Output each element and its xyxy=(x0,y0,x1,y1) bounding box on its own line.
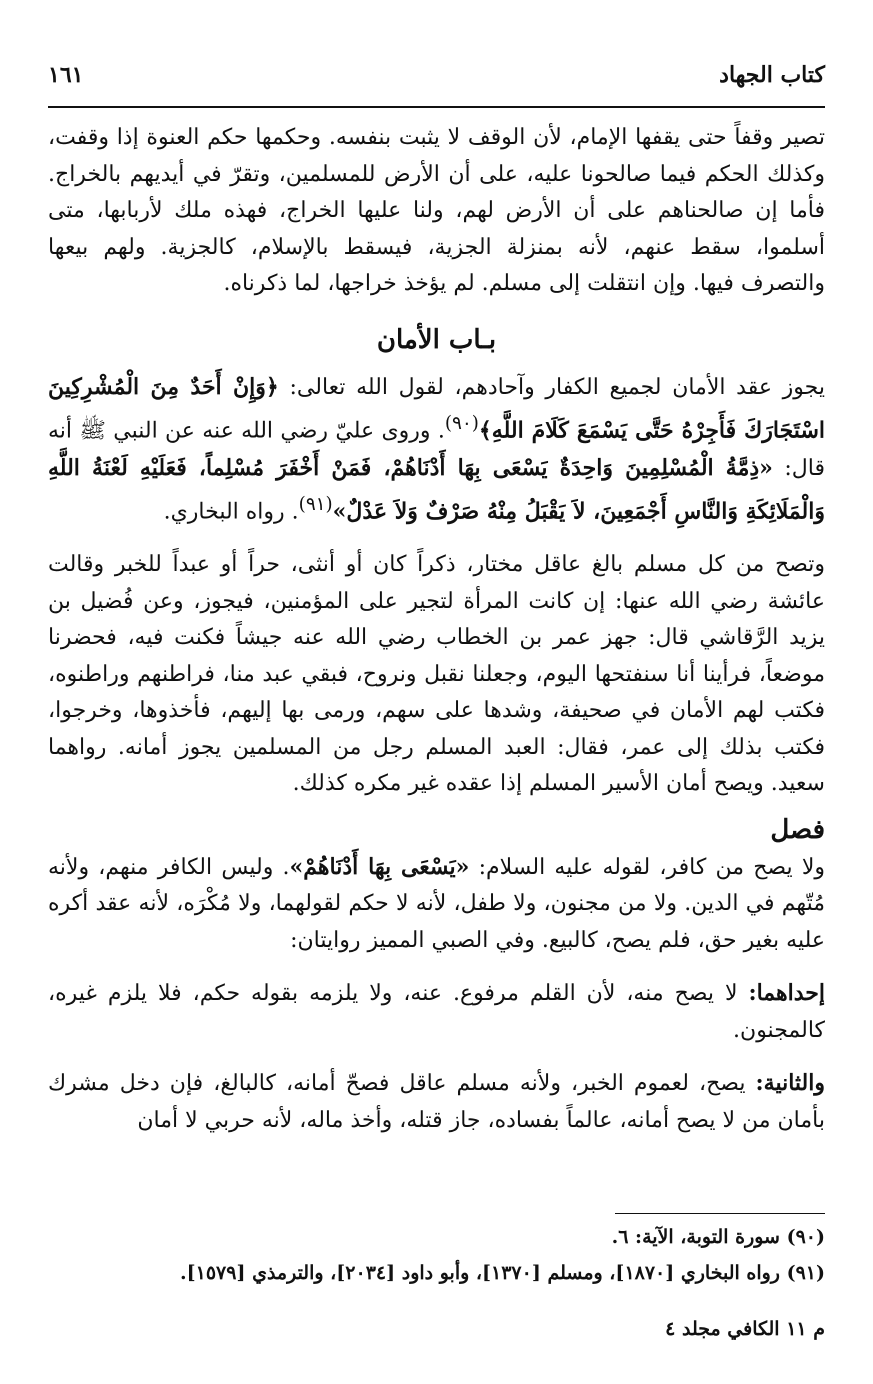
running-header xyxy=(48,62,825,102)
section-title: بـاب الأمان xyxy=(376,324,497,355)
footnotes xyxy=(48,1222,825,1294)
paragraph-continuation: تصير وقفاً حتى يقفها الإمام، لأن الوقف لا يثبت بنفسه. وحكمها حكم العنوة إذا وقفت، وكذلك الحكم فيما صالحونا عليه، على أن الأرض للمسلمين، وتقرّ في أيديهم بالخراج. فأما إن صالحناهم على أن الأرض لهم، ولنا عليها الخراج، فهذه ملك لأربابها، متى أسلموا، سقط عنهم، لأنه بمنزلة الجزية، فيسقط بالإسلام، كالجزية. ولهم بيعها والتصرف فيها. وإن انتقلت إلى مسلم. لم يؤخذ خراجها، لما ذكرناه. xyxy=(48,125,825,296)
footnote-90: (٩٠) سورة التوبة، الآية: ٦. xyxy=(611,1226,825,1248)
hadith-quote: «ذِمَّةُ الْمُسْلِمِينَ وَاحِدَةٌ يَسْعَى بِهَا أَدْنَاهُمْ، فَمَنْ أَخْفَرَ مُسْلِماً، فَعَلَيْهِ لَعْنَةُ اللَّهِ وَالْمَلَائِكَةِ وَالنَّاسِ أَجْمَعِينَ، لاَ يَقْبَلُ مِنْهُ صَرْفٌ وَلاَ عَدْلٌ» xyxy=(48,454,825,525)
text-run: يصح، لعموم الخبر، ولأنه مسلم عاقل فصحّ أمانه، كالبالغ، فإن دخل مشرك بأمان من لا يصح أمانه، عالماً بفساده، جاز قتله، وأخذ ماله، لأنه حربي لا أمان xyxy=(48,1071,825,1133)
text-run: لا يصح منه، لأن القلم مرفوع. عنه، ولا يلزمه بقوله حكم، فلا يلزم غيره، كالمجنون. xyxy=(48,981,825,1043)
paragraph-aman-validity: وتصح من كل مسلم بالغ عاقل مختار، ذكراً كان أو أنثى، حراً أو عبداً للخبر وقالت عائشة رضي الله عنها: إن كانت المرأة لتجير على المؤمنين، فيجوز، وعن فُضيل بن يزيد الرَّقاشي قال: جهز عمر بن الخطاب رضي الله عنه جيشاً فكنت فيه، فحضرنا موضعاً، فرأينا أنا سنفتحها اليوم، وجعلنا نقبل ونروح، فبقي عبد منا، فراطنهم وراطنوه، فكتب لهم الأمان في صحيفة، وشدها على سهم، ورمى بها إليهم، فأخذوها، وخرجوا، فكتب بذلك إلى عمر، فقال: العبد المسلم رجل من المسلمين يجوز أمانه. رواهما سعيد. ويصح أمان الأسير المسلم إذا عقده غير مكره كذلك. xyxy=(48,552,825,797)
fasl-heading: فصل xyxy=(770,814,825,845)
footnote-91: (٩١) رواه البخاري [١٨٧٠]، ومسلم [١٣٧٠]، وأبو داود [٢٠٣٤]، والترمذي [١٥٧٩]. xyxy=(180,1262,825,1284)
text-run: يجوز عقد الأمان لجميع الكفار وآحادهم، لقول الله تعالى: xyxy=(278,374,825,400)
text-run: . وليس الكافر منهم، ولأنه مُتّهم في الدين. ولا من مجنون، ولا طفل، لأنه لا حكم لقولهما، ولا مُكْرَه، لأنه عقد أكره عليه بغير حق، فلم يصح، كالبيع. وفي الصبي المميز روايتان: xyxy=(48,854,825,953)
text-run: ولا يصح من كافر، لقوله عليه السلام: xyxy=(469,854,825,880)
footnote-ref-91: (٩١) xyxy=(298,494,333,516)
footnote-ref-90: (٩٠) xyxy=(444,413,479,434)
text-run: . وروى عليّ رضي الله عنه عن النبي ﷺ أنه قال: xyxy=(48,418,826,481)
footnote-rule xyxy=(615,1213,825,1214)
page-number: ١٦١ xyxy=(48,62,84,88)
lead-word: إحداهما: xyxy=(748,980,825,1007)
printer-signature: م ١١ الكافي مجلد ٤ xyxy=(665,1318,825,1340)
paragraph-aman-intro xyxy=(48,369,825,532)
paragraph-fasl-1 xyxy=(48,849,825,960)
paragraph-second-narration xyxy=(48,1065,825,1139)
text-run: . رواه البخاري. xyxy=(163,499,299,525)
quran-verse: ﴿وَإِنْ أَحَدٌ مِنَ الْمُشْرِكِينَ اسْتَجَارَكَ فَأَجِرْهُ حَتَّى يَسْمَعَ كَلَامَ اللَّهِ﴾ xyxy=(48,373,825,444)
paragraph-first-narration xyxy=(48,975,825,1049)
hadith-quote: «يَسْعَى بِهَا أَدْنَاهُمْ» xyxy=(289,853,470,880)
header-title: كتاب الجهاد xyxy=(719,62,825,88)
main-text xyxy=(48,120,825,1139)
header-rule xyxy=(48,106,825,108)
lead-word: والثانية: xyxy=(755,1070,825,1097)
